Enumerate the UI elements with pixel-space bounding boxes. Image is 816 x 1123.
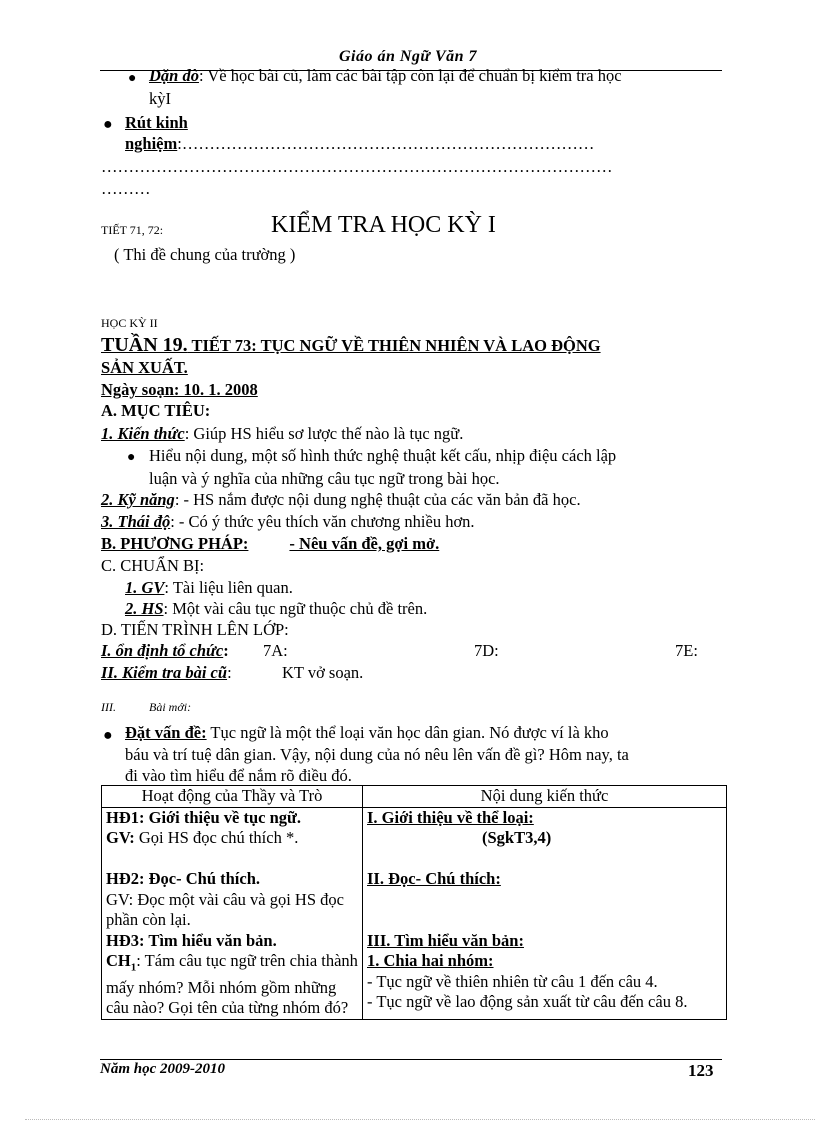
org-line: [101, 641, 229, 661]
ch1-label: $CH_1$: [106, 951, 137, 974]
attitude-line: [101, 512, 475, 532]
hd3-title: HĐ3: Tìm hiểu văn bản.: [106, 930, 277, 950]
class-7d: 7D:: [474, 641, 499, 660]
prep-date: Ngày soạn: 10. 1. 2008: [101, 380, 258, 399]
skill-text: : - HS nắm được nội dung nghệ thuật của các văn bản đã học.: [174, 490, 581, 509]
knowledge-label: 1. Kiến thức: [101, 424, 185, 443]
bullet-icon: ●: [127, 450, 136, 465]
ch1-text: : Tám câu tục ngữ trên chia thành mấy nhóm? Mỗi nhóm gồm những câu nào? Gọi tên của từng nhóm đó?: [106, 951, 358, 1018]
prep-hs-label: 2. HS: [125, 599, 164, 618]
intro-text-2: báu và trí tuệ dân gian. Vậy, nội dung của nó nêu lên vấn đề gì? Hôm nay, ta: [125, 745, 629, 764]
check-line: [101, 663, 232, 683]
lesson-title-cont: SẢN XUẤT.: [101, 358, 188, 377]
goals-heading: A. MỤC TIÊU:: [101, 401, 211, 420]
page-header-title: Giáo án Ngữ Văn 7: [338, 48, 478, 65]
check-text: KT vở soạn.: [282, 663, 364, 682]
skill-label: 2. Kỹ năng: [101, 490, 175, 509]
attitude-label: 3. Thái độ: [101, 512, 171, 531]
experience-line: [125, 134, 594, 154]
content-cell: [363, 807, 727, 1019]
experience-dots-3: ………: [101, 179, 151, 198]
homework-line: [149, 66, 622, 86]
knowledge-text: : Giúp HS hiểu sơ lược thế nào là tục ngữ.: [184, 424, 464, 443]
method-label: B. PHƯƠNG PHÁP:: [101, 534, 249, 553]
intro-text-3: đi vào tìm hiểu để nắm rõ điều đó.: [125, 766, 352, 785]
col-header-activities: Hoạt động của Thầy và Trò: [102, 786, 363, 808]
r3-title: III. Tìm hiểu văn bản:: [367, 930, 524, 950]
attitude-text: : - Có ý thức yêu thích văn chương nhiều hơn.: [170, 512, 475, 531]
table-row: [102, 807, 727, 1019]
check-colon: :: [227, 663, 232, 682]
r3-subtitle: 1. Chia hai nhóm:: [367, 951, 494, 970]
intro-line: [125, 723, 609, 743]
knowledge-line: [101, 424, 463, 444]
bullet-icon: ●: [103, 116, 113, 133]
new-lesson-label: Bài mới:: [149, 700, 192, 714]
process-heading: D. TIẾN TRÌNH LÊN LỚP:: [101, 620, 289, 639]
exam-title: KIỂM TRA HỌC KỲ I: [271, 212, 496, 238]
hd1-instruction: [106, 828, 358, 849]
experience-dots: :…………………………………………………………………: [177, 134, 595, 153]
footer-school-year: Năm học 2009-2010: [100, 1061, 225, 1077]
intro-text: Tục ngữ là một thể loại văn học dân gian. Nó được ví là kho: [206, 723, 609, 742]
skill-line: [101, 490, 581, 510]
experience-label: Rút kinh: [125, 113, 188, 132]
page-number: 123: [688, 1061, 714, 1080]
lesson-title: TIẾT 73: TỤC NGỮ VỀ THIÊN NHIÊN VÀ LAO ĐỘNG: [191, 336, 601, 355]
r1-title: I. Giới thiệu về thể loại:: [367, 807, 534, 827]
hd1-gv-label: GV:: [106, 828, 135, 847]
prep-gv-text: : Tài liệu liên quan.: [164, 578, 293, 597]
semester-label: HỌC KỲ II: [101, 316, 158, 330]
ch1-question: [106, 951, 358, 1019]
exam-note: ( Thi đề chung của trường ): [114, 245, 296, 264]
class-7a: 7A:: [263, 641, 288, 660]
class-7e: 7E:: [675, 641, 698, 660]
exam-period: TIẾT 71, 72:: [101, 223, 164, 237]
method-line: [101, 534, 439, 554]
r3-line-1: - Tục ngữ về thiên nhiên từ câu 1 đến câu 4.: [367, 971, 658, 991]
bottom-dotted-rule: [25, 1119, 815, 1120]
col-header-content: Nội dung kiến thức: [363, 786, 727, 808]
hd2-text: GV: Đọc một vài câu và gọi HS đọc phần còn lại.: [106, 889, 344, 929]
prep-gv-line: [125, 578, 293, 598]
r2-title: II. Đọc- Chú thích:: [367, 869, 501, 888]
bullet-icon: ●: [103, 727, 113, 744]
r3-line-2: - Tục ngữ về lao động sản xuất từ câu đến câu 8.: [367, 992, 688, 1011]
prep-heading: C. CHUẨN BỊ:: [101, 556, 205, 575]
method-text: - Nêu vấn đề, gợi mở.: [289, 534, 440, 553]
hd2-title: HĐ2: Đọc- Chú thích.: [106, 869, 261, 888]
footer-rule: [100, 1059, 722, 1060]
week-label: TUẦN 19.: [101, 334, 188, 356]
org-colon: :: [223, 641, 229, 660]
prep-gv-label: 1. GV: [125, 578, 165, 597]
homework-text-cont: kỳI: [149, 89, 171, 108]
intro-label: Đặt vấn đề:: [125, 723, 207, 742]
experience-dots-2: …………………………………………………………………………………: [101, 157, 613, 176]
hd1-gv-text: Gọi HS đọc chú thích *.: [134, 828, 299, 847]
prep-hs-text: : Một vài câu tục ngữ thuộc chủ đề trên.: [163, 599, 428, 618]
homework-text: : Về học bài cũ, làm các bài tập còn lại để chuẩn bị kiểm tra học: [198, 66, 622, 85]
org-label: I. ổn định tổ chức: [101, 641, 224, 660]
prep-hs-line: [125, 599, 427, 619]
bullet-icon: ●: [128, 71, 137, 86]
homework-label: Dặn dò: [149, 66, 199, 85]
hd1-title: HĐ1: Giới thiệu về tục ngữ.: [106, 807, 302, 827]
table-header-row: [102, 786, 727, 808]
knowledge-bullet-cont: luận và ý nghĩa của những câu tục ngữ trong bài học.: [149, 469, 500, 488]
knowledge-bullet: Hiểu nội dung, một số hình thức nghệ thuật kết cấu, nhịp điệu cách lập: [149, 446, 617, 465]
lesson-table: [101, 785, 727, 1020]
experience-label-cont: nghiệm: [125, 134, 178, 153]
check-label: II. Kiểm tra bài cũ: [101, 663, 228, 682]
new-lesson-number: III.: [101, 700, 116, 714]
r1-ref: (SgkT3,4): [482, 828, 552, 847]
activities-cell: [102, 807, 363, 1019]
lesson-title-line: [101, 334, 601, 357]
